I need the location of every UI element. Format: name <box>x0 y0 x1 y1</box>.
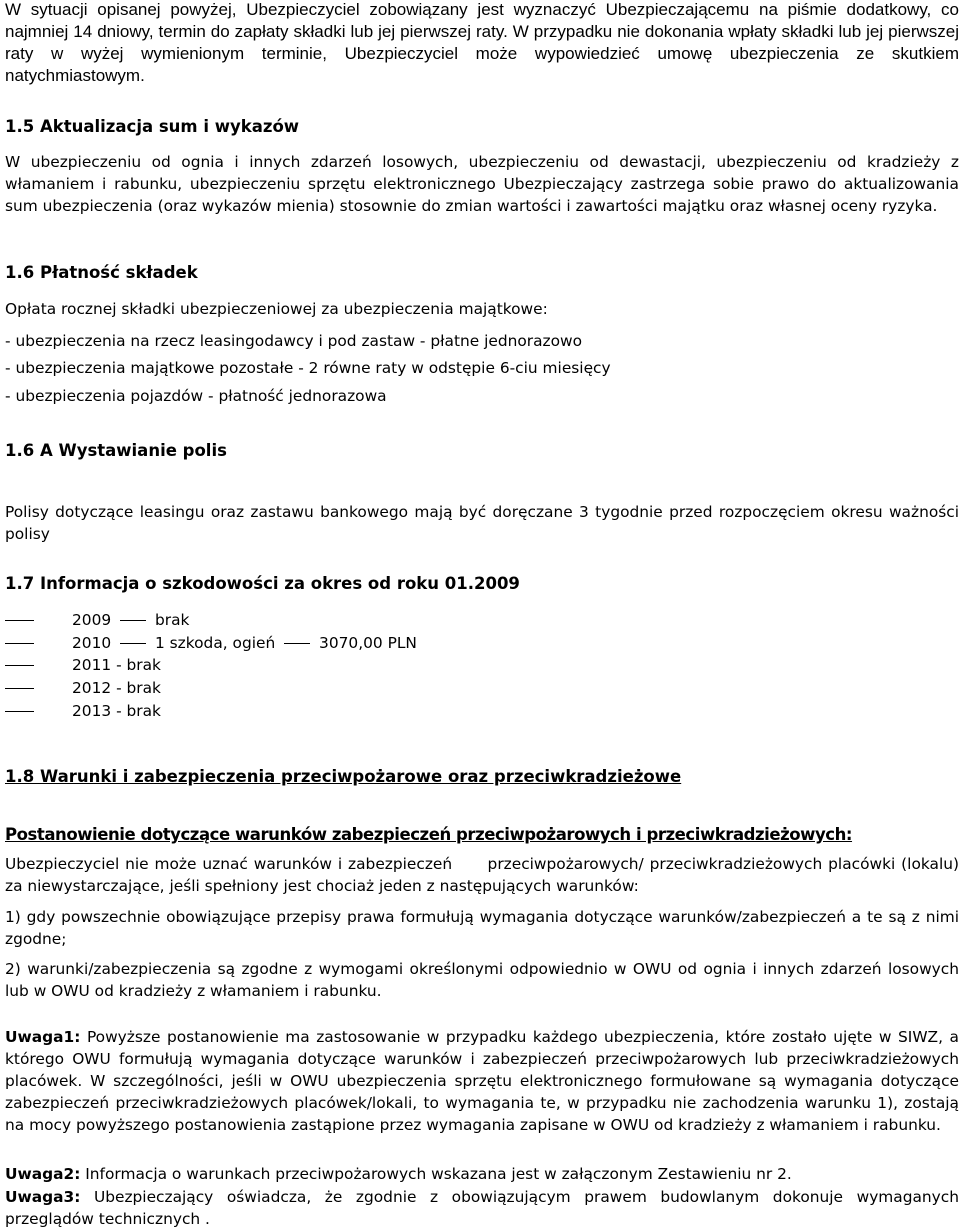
claims-text: brak <box>126 702 161 720</box>
claims-list-item <box>5 632 960 654</box>
section-1-8-heading: 1.8 Warunki i zabezpieczenia przeciwpożarowe oraz przeciwkradzieżowe <box>5 767 682 786</box>
claims-year: 2009 <box>72 611 112 629</box>
claims-amount: 3070,00 PLN <box>319 634 417 652</box>
paragraph-part-2: przeciwpożarowych/ przeciwkradzieżowych placówki (lokalu) za niewystarczające, jeśli spełniony jest chociaż jeden z następujących warunków: <box>5 855 959 895</box>
claims-year: 2012 <box>72 679 112 697</box>
section-1-5-heading: 1.5 Aktualizacja sum i wykazów <box>5 117 300 136</box>
claims-year: 2010 <box>72 634 112 652</box>
section-1-6a-heading: 1.6 A Wystawianie polis <box>5 441 227 460</box>
condition-2: 2) warunki/zabezpieczenia są zgodne z wymogami określonymi odpowiednio w OWU od ognia i innych zdarzeń losowych lub w OWU od kradzieży z włamaniem i rabunku. <box>5 960 959 1000</box>
claims-list-item: 2011 - brak <box>5 654 960 676</box>
claims-text: brak <box>126 656 161 674</box>
note-2 <box>5 1163 959 1185</box>
dash-bullet-icon <box>5 643 34 644</box>
claims-list-item: 2012 - brak <box>5 677 960 699</box>
section-1-6a-paragraph: Polisy dotyczące leasingu oraz zastawu bankowego mają być doręczane 3 tygodnie przed rozpoczęciem okresu ważności polisy <box>5 503 959 543</box>
section-1-5-paragraph: W ubezpieczeniu od ognia i innych zdarzeń losowych, ubezpieczeniu od dewastacji, ubezpieczeniu od kradzieży z włamaniem i rabunku, ubezpieczeniu sprzętu elektronicznego Ubezpieczający zastrzega sobie prawo do aktualizowania sum ubezpieczenia (oraz wykazów mienia) stosownie do zmian wartości i zawartości majątku oraz własnej oceny ryzyka. <box>5 153 959 215</box>
section-1-6-heading: 1.6 Płatność składek <box>5 263 198 282</box>
claims-text: brak <box>126 679 161 697</box>
note-text: Informacja o warunkach przeciwpożarowych wskazana jest w załączonym Zestawieniu nr 2. <box>80 1165 792 1183</box>
note-text: Powyższe postanowienie ma zastosowanie w przypadku każdego ubezpieczenia, które zostało ujęte w SIWZ, a którego OWU formułują wymagania dotyczące warunków i zabezpieczeń przeciwpożarowych lub przeciwkradzieżowych placówek. W szczególności, jeśli w OWU ubezpieczenia sprzętu elektronicznego formułowane są wymagania dotyczące zabezpieczeń przeciwkradzieżowych placówek/lokali, to wymagania te, w przypadku nie zachodzenia warunku 1), zostają na mocy powyższego postanowienia zastąpione przez wymagania zapisane w OWU od kradzieży z włamaniem i rabunku. <box>5 1028 959 1134</box>
payment-line-leasing: - ubezpieczenia na rzecz leasingodawcy i pod zastaw - płatne jednorazowo <box>5 332 583 350</box>
note-3 <box>5 1186 959 1230</box>
payment-line-other: - ubezpieczenia majątkowe pozostałe - 2 równe raty w odstępie 6-ciu miesięcy <box>5 359 611 377</box>
claims-text: brak <box>154 611 190 629</box>
dash-bullet-icon <box>5 620 34 621</box>
condition-1: 1) gdy powszechnie obowiązujące przepisy prawa formułują wymagania dotyczące warunków/zabezpieczeń a te są z nimi zgodne; <box>5 908 959 948</box>
section-1-8-subheading: Postanowienie dotyczące warunków zabezpieczeń przeciwpożarowych i przeciwkradzieżowych: <box>5 825 853 844</box>
section-1-8-paragraph <box>5 853 959 897</box>
note-label: Uwaga1: <box>5 1028 81 1046</box>
em-dash-separator <box>284 643 310 644</box>
dash-bullet-icon <box>5 688 34 689</box>
paragraph-part-1: Ubezpieczyciel nie może uznać warunków i zabezpieczeń <box>5 855 453 873</box>
payment-line-vehicles: - ubezpieczenia pojazdów - płatność jednorazowa <box>5 387 387 405</box>
claims-year: 2013 <box>72 702 112 720</box>
section-1-7-heading: 1.7 Informacja o szkodowości za okres od roku 01.2009 <box>5 574 520 593</box>
note-1 <box>5 1026 959 1136</box>
claims-year: 2011 <box>72 656 112 674</box>
intro-paragraph: W sytuacji opisanej powyżej, Ubezpieczyciel zobowiązany jest wyznaczyć Ubezpieczającemu na piśmie dodatkowy, co najmniej 14 dniowy, termin do zapłaty składki lub jej pierwszej raty. W przypadku nie dokonania wpłaty składki lub jej pierwszej raty w wyżej wymienionym terminie, Ubezpieczyciel może wypowiedzieć umowę ubezpieczenia ze skutkiem natychmiastowym. <box>5 0 959 85</box>
claims-list-item <box>5 609 960 631</box>
em-dash-separator <box>120 620 146 621</box>
claims-text: 1 szkoda, ogień <box>154 634 276 652</box>
dash-bullet-icon <box>5 711 34 712</box>
claims-list-item: 2013 - brak <box>5 700 960 722</box>
note-text: Ubezpieczający oświadcza, że zgodnie z obowiązującym prawem budowlanym dokonuje wymaganych przeglądów technicznych . <box>5 1188 959 1228</box>
dash-bullet-icon <box>5 665 34 666</box>
note-label: Uwaga3: <box>5 1188 81 1206</box>
payment-intro-line: Opłata rocznej składki ubezpieczeniowej za ubezpieczenia majątkowe: <box>5 300 548 318</box>
em-dash-separator <box>120 643 146 644</box>
note-label: Uwaga2: <box>5 1165 81 1183</box>
